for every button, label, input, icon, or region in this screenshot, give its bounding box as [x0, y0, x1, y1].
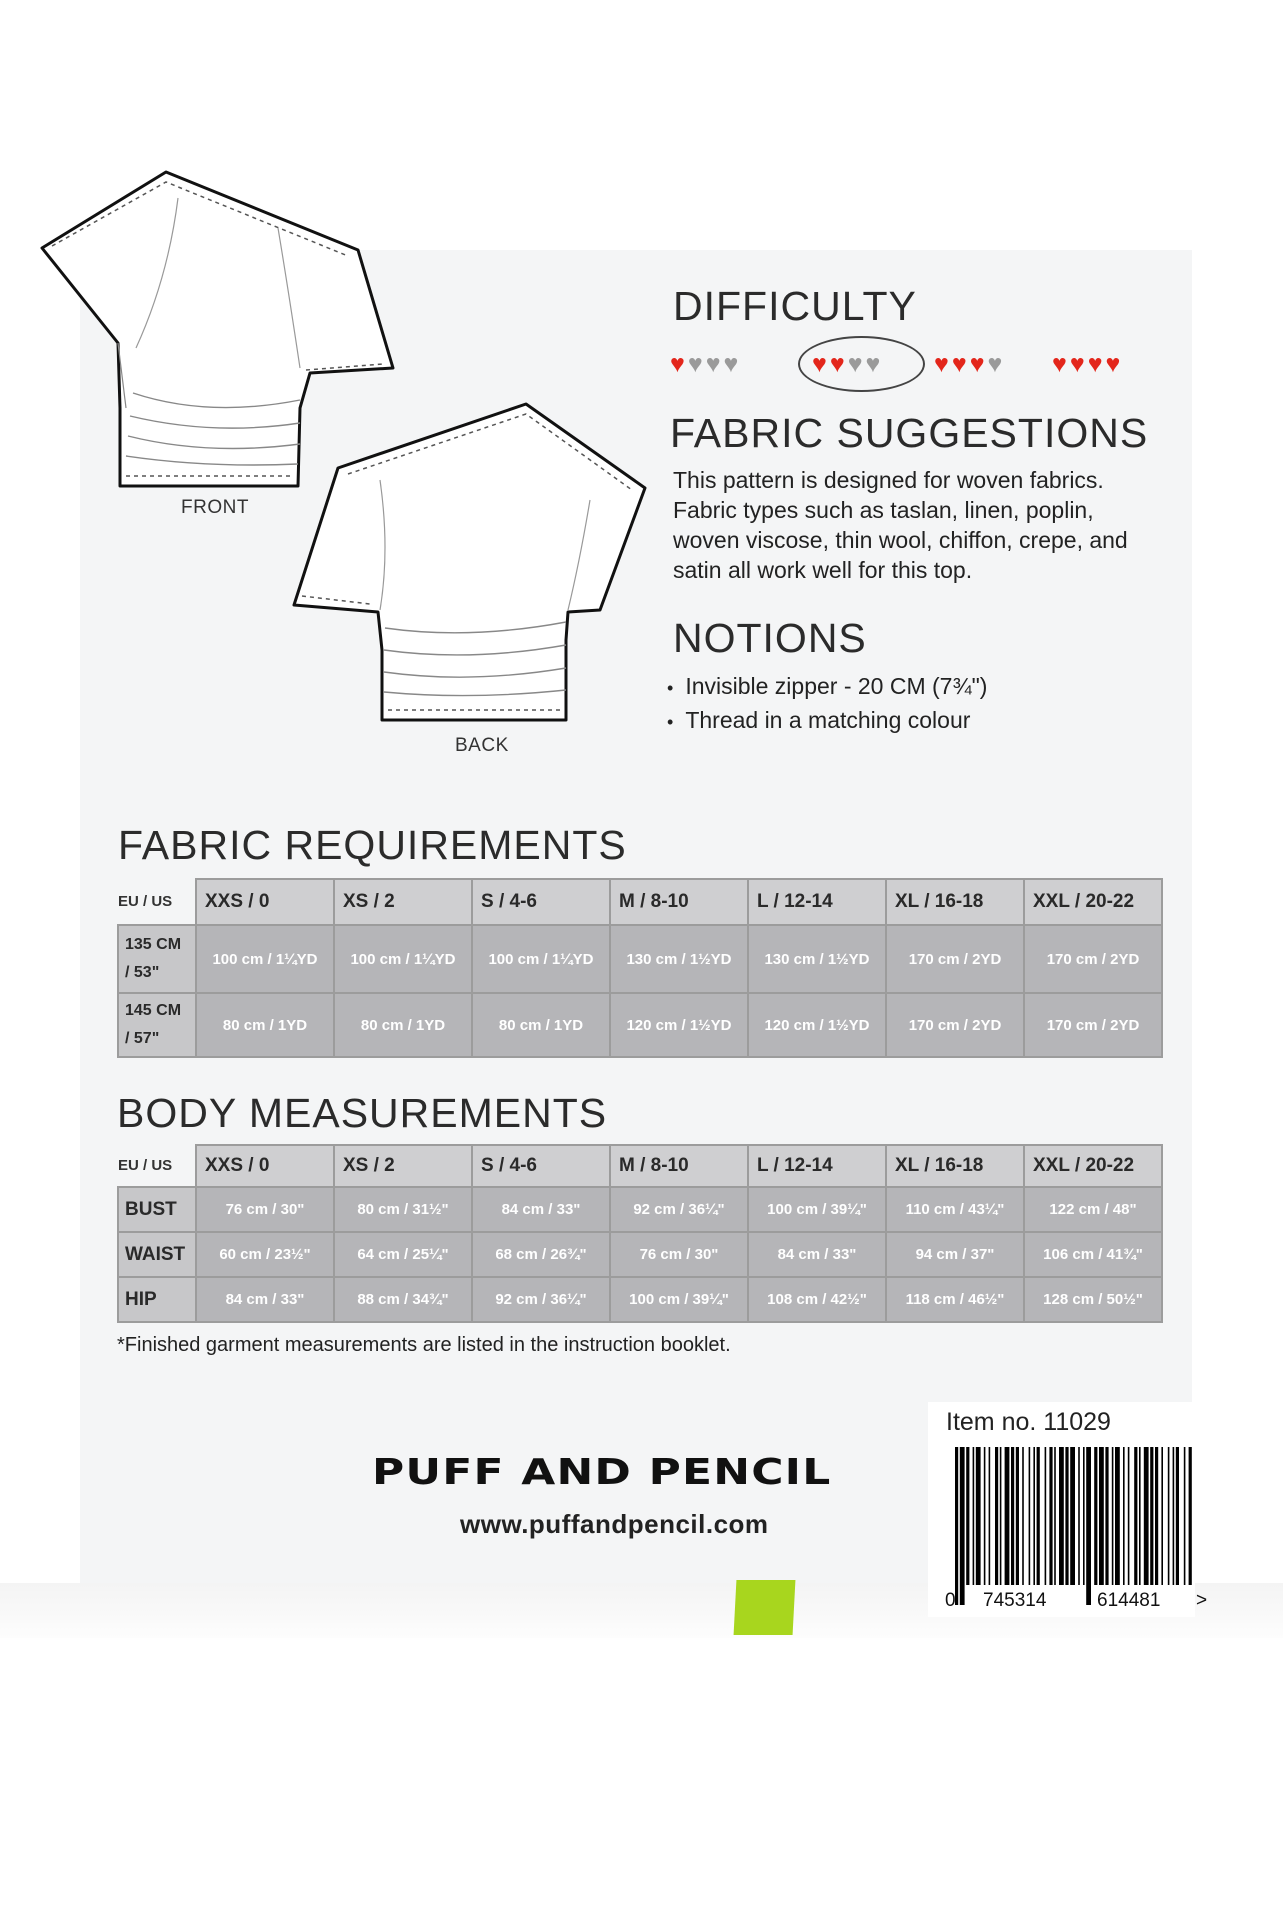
text-line: satin all work well for this top.	[673, 557, 973, 583]
table-cell: 84 cm / 33"	[748, 1232, 886, 1277]
text-line: woven viscose, thin wool, chiffon, crepe, and	[673, 527, 1128, 553]
barcode-bar	[1045, 1447, 1047, 1585]
heart-icon: ♥	[847, 350, 863, 378]
barcode-digit: >	[1196, 1590, 1208, 1611]
barcode-bar	[1144, 1447, 1149, 1585]
row-header-line: 145 CM	[125, 1002, 182, 1019]
barcode-digits-left: 745314	[983, 1590, 1047, 1611]
table-cell: 64 cm / 25¼"	[334, 1232, 472, 1277]
barcode-bar	[1094, 1447, 1097, 1585]
size-header: XS / 2	[334, 1145, 472, 1187]
barcode-bar	[1083, 1447, 1085, 1585]
table-cell: 100 cm / 1¼YD	[472, 925, 610, 993]
table-cell: 84 cm / 33"	[196, 1277, 334, 1322]
size-header: L / 12-14	[748, 879, 886, 925]
barcode-bar	[1134, 1447, 1137, 1585]
heart-icon: ♥	[951, 350, 967, 378]
table-cell: 110 cm / 43¼"	[886, 1187, 1024, 1232]
row-header: BUST	[118, 1187, 196, 1232]
table-corner-label: EU / US	[118, 1157, 173, 1174]
fabric-requirements-table	[117, 878, 1163, 1058]
table-cell: 100 cm / 1¼YD	[334, 925, 472, 993]
table-cell: 92 cm / 36¼"	[472, 1277, 610, 1322]
barcode-bar	[1011, 1447, 1014, 1585]
difficulty-level-2	[812, 344, 880, 384]
size-header: S / 4-6	[472, 879, 610, 925]
heart-icon: ♥	[705, 350, 721, 378]
heart-icon: ♥	[1069, 350, 1085, 378]
table-cell: 80 cm / 1YD	[472, 993, 610, 1057]
table-cell: 122 cm / 48"	[1024, 1187, 1162, 1232]
table-cell: 108 cm / 42½"	[748, 1277, 886, 1322]
barcode-bar	[976, 1447, 981, 1585]
row-header-line: / 53"	[125, 964, 160, 981]
barcode-bar	[1022, 1447, 1024, 1585]
table-cell: 100 cm / 39¼"	[610, 1277, 748, 1322]
row-header-line: 135 CM	[125, 936, 182, 953]
row-header-line: / 57"	[125, 1030, 160, 1047]
table-corner-label: EU / US	[118, 893, 173, 910]
heart-icon: ♥	[723, 350, 739, 378]
body-measurements-table	[117, 1144, 1163, 1323]
list-item: • Thread in a matching colour	[667, 704, 987, 738]
heart-icon: ♥	[1087, 350, 1103, 378]
back-label: BACK	[455, 735, 509, 756]
barcode-bar	[1128, 1447, 1130, 1585]
barcode-bar	[1176, 1447, 1179, 1585]
size-header: XXS / 0	[196, 879, 334, 925]
barcode-bar	[1016, 1447, 1019, 1585]
size-header: XS / 2	[334, 879, 472, 925]
back-garment-illustration	[290, 400, 650, 730]
table-cell: 120 cm / 1½YD	[748, 993, 886, 1057]
heart-icon: ♥	[829, 350, 845, 378]
difficulty-level-1	[670, 344, 738, 384]
difficulty-title: DIFFICULTY	[673, 283, 917, 329]
table-row	[118, 993, 1162, 1057]
barcode-bar	[1115, 1447, 1120, 1585]
barcode-bar	[1112, 1447, 1114, 1585]
barcode-icon	[955, 1447, 1195, 1607]
table-cell: 130 cm / 1½YD	[610, 925, 748, 993]
barcode-bar	[1000, 1447, 1002, 1585]
size-header: XXL / 20-22	[1024, 1145, 1162, 1187]
size-header: S / 4-6	[472, 1145, 610, 1187]
barcode-bar	[1086, 1447, 1091, 1605]
table-row	[118, 925, 1162, 993]
barcode-bar	[1173, 1447, 1175, 1585]
barcode-bar	[1005, 1447, 1010, 1585]
notions-list	[667, 670, 987, 738]
table-cell: 170 cm / 2YD	[886, 925, 1024, 993]
barcode-bar	[1054, 1447, 1056, 1585]
barcode-bar	[1065, 1447, 1068, 1585]
table-cell: 94 cm / 37"	[886, 1232, 1024, 1277]
text-line: This pattern is designed for woven fabrics.	[673, 467, 1104, 493]
barcode-bar	[1105, 1447, 1108, 1585]
barcode-bar	[1070, 1447, 1075, 1585]
fabric-suggestions-title: FABRIC SUGGESTIONS	[670, 410, 1149, 456]
table-row	[118, 1232, 1162, 1277]
barcode-bar	[1168, 1447, 1170, 1585]
table-cell: 100 cm / 39¼"	[748, 1187, 886, 1232]
barcode-digits-right: 614481	[1097, 1590, 1161, 1611]
barcode-bar	[1155, 1447, 1158, 1585]
table-cell: 68 cm / 26¾"	[472, 1232, 610, 1277]
barcode-bar	[966, 1447, 969, 1585]
barcode-bar	[1161, 1447, 1163, 1585]
heart-icon: ♥	[987, 350, 1003, 378]
barcode-bar	[1049, 1447, 1052, 1585]
barcode-bar	[995, 1447, 998, 1585]
table-cell: 128 cm / 50½"	[1024, 1277, 1162, 1322]
body-measurements-title: BODY MEASUREMENTS	[117, 1090, 608, 1136]
barcode-digit: 0	[945, 1590, 956, 1611]
difficulty-level-3	[934, 344, 1002, 384]
row-header: HIP	[118, 1277, 196, 1322]
barcode-bar	[1059, 1447, 1064, 1585]
barcode-bar	[1139, 1447, 1141, 1585]
size-header: M / 8-10	[610, 879, 748, 925]
table-cell: 170 cm / 2YD	[886, 993, 1024, 1057]
heart-icon: ♥	[812, 350, 827, 378]
table-cell: 76 cm / 30"	[610, 1232, 748, 1277]
table-cell: 170 cm / 2YD	[1024, 925, 1162, 993]
table-cell: 170 cm / 2YD	[1024, 993, 1162, 1057]
heart-icon: ♥	[670, 350, 685, 378]
row-header: WAIST	[118, 1232, 196, 1277]
table-cell: 84 cm / 33"	[472, 1187, 610, 1232]
barcode-bar	[1033, 1447, 1035, 1585]
item-number: Item no. 11029	[946, 1408, 1111, 1436]
table-cell: 106 cm / 41¾"	[1024, 1232, 1162, 1277]
table-cell: 76 cm / 30"	[196, 1187, 334, 1232]
row-header	[118, 925, 196, 993]
table-cell: 92 cm / 36¼"	[610, 1187, 748, 1232]
table-cell: 80 cm / 31½"	[334, 1187, 472, 1232]
table-cell: 118 cm / 46½"	[886, 1277, 1024, 1322]
barcode-bar	[989, 1447, 991, 1585]
size-header: M / 8-10	[610, 1145, 748, 1187]
table-row	[118, 1187, 1162, 1232]
row-header	[118, 993, 196, 1057]
barcode-bar	[955, 1447, 958, 1605]
difficulty-level-4	[1052, 344, 1120, 384]
brand-logo: PUFF AND PENCIL	[372, 1452, 832, 1493]
table-cell: 80 cm / 1YD	[196, 993, 334, 1057]
heart-icon: ♥	[934, 350, 949, 378]
table-cell: 120 cm / 1½YD	[610, 993, 748, 1057]
size-header: XXL / 20-22	[1024, 879, 1162, 925]
table-cell: 130 cm / 1½YD	[748, 925, 886, 993]
barcode-bar	[1029, 1447, 1031, 1585]
barcode-bar	[1123, 1447, 1125, 1585]
size-header: L / 12-14	[748, 1145, 886, 1187]
barcode-bar	[1078, 1447, 1080, 1585]
table-row	[118, 1277, 1162, 1322]
measurements-note: *Finished garment measurements are listed in the instruction booklet.	[117, 1334, 731, 1356]
size-header: XXS / 0	[196, 1145, 334, 1187]
website-link[interactable]: www.puffandpencil.com	[460, 1509, 769, 1539]
green-tag	[734, 1580, 796, 1635]
barcode-bar	[1037, 1447, 1040, 1585]
barcode-bar	[1189, 1447, 1192, 1585]
barcode-bar	[1150, 1447, 1153, 1585]
table-cell: 88 cm / 34¾"	[334, 1277, 472, 1322]
list-item: • Invisible zipper - 20 CM (7¾")	[667, 670, 987, 704]
front-label: FRONT	[181, 497, 249, 518]
fabric-requirements-title: FABRIC REQUIREMENTS	[118, 822, 627, 868]
table-cell: 100 cm / 1¼YD	[196, 925, 334, 993]
notions-title: NOTIONS	[673, 615, 867, 661]
barcode-bar	[973, 1447, 975, 1585]
barcode-bar	[1184, 1447, 1186, 1585]
heart-icon: ♥	[687, 350, 703, 378]
heart-icon: ♥	[969, 350, 985, 378]
heart-icon: ♥	[865, 350, 881, 378]
fabric-suggestions-text	[673, 465, 1153, 585]
barcode-bar	[1099, 1447, 1104, 1585]
table-cell: 80 cm / 1YD	[334, 993, 472, 1057]
heart-icon: ♥	[1105, 350, 1121, 378]
size-header: XL / 16-18	[886, 1145, 1024, 1187]
barcode-bar	[984, 1447, 986, 1585]
heart-icon: ♥	[1052, 350, 1067, 378]
text-line: Fabric types such as taslan, linen, poplin,	[673, 497, 1094, 523]
table-cell: 60 cm / 23½"	[196, 1232, 334, 1277]
barcode-bar	[960, 1447, 965, 1605]
size-header: XL / 16-18	[886, 879, 1024, 925]
